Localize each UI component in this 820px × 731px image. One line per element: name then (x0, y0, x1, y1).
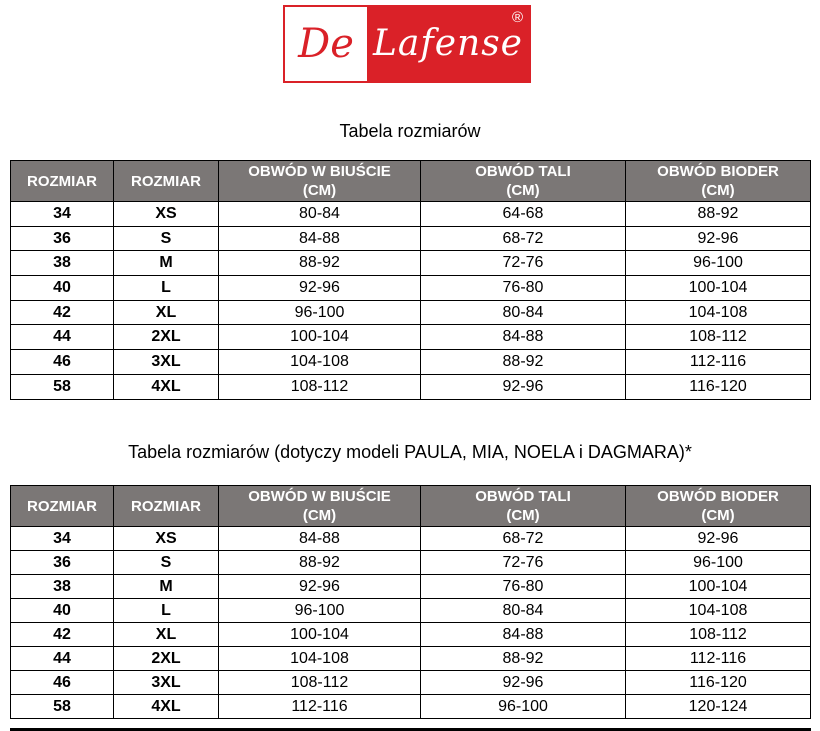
table-cell: 68-72 (421, 226, 626, 251)
size-table-1 (10, 160, 811, 400)
table-cell: 3XL (114, 350, 219, 375)
table-cell: 38 (11, 251, 114, 276)
table-cell: 44 (11, 647, 114, 671)
table-cell: 108-112 (626, 325, 811, 350)
table-cell: M (114, 575, 219, 599)
table-cell: 2XL (114, 325, 219, 350)
table-cell: 80-84 (421, 300, 626, 325)
table-row (11, 647, 811, 671)
table-cell: 4XL (114, 695, 219, 719)
table-row (11, 599, 811, 623)
logo-de-text: De (298, 21, 354, 67)
table-cell: 36 (11, 226, 114, 251)
table-cell: 84-88 (219, 226, 421, 251)
table-cell: 104-108 (219, 647, 421, 671)
table-cell: 58 (11, 374, 114, 399)
table-cell: 92-96 (219, 575, 421, 599)
table-cell: 92-96 (421, 671, 626, 695)
table-cell: 104-108 (626, 599, 811, 623)
table-cell: 88-92 (219, 251, 421, 276)
table-cell: XS (114, 202, 219, 227)
table-header-row (11, 161, 811, 202)
table-cell: 40 (11, 599, 114, 623)
column-header: OBWÓD W BIUŚCIE (CM) (219, 486, 421, 527)
table-cell: 108-112 (219, 374, 421, 399)
de-lafense-logo (283, 5, 531, 83)
table-cell: XL (114, 623, 219, 647)
table-cell: 96-100 (219, 300, 421, 325)
column-header: ROZMIAR (11, 161, 114, 202)
table-cell: L (114, 276, 219, 301)
table-row (11, 300, 811, 325)
table-cell: 92-96 (421, 374, 626, 399)
table-cell: M (114, 251, 219, 276)
table-cell: 112-116 (219, 695, 421, 719)
table-row (11, 695, 811, 719)
table-row (11, 350, 811, 375)
table-row (11, 575, 811, 599)
table-cell: 104-108 (626, 300, 811, 325)
table-cell: 100-104 (626, 575, 811, 599)
table-header-row (11, 486, 811, 527)
logo-red-panel (367, 7, 529, 81)
table-row (11, 671, 811, 695)
size-table-2 (10, 485, 811, 719)
table-cell: 3XL (114, 671, 219, 695)
table-row (11, 325, 811, 350)
logo-lafense-text: Lafense (373, 23, 523, 64)
table-cell: 2XL (114, 647, 219, 671)
table-cell: 42 (11, 623, 114, 647)
table-cell: 92-96 (626, 226, 811, 251)
table-cell: 44 (11, 325, 114, 350)
column-header: ROZMIAR (11, 486, 114, 527)
table-row (11, 527, 811, 551)
table-row (11, 226, 811, 251)
table-cell: 88-92 (421, 647, 626, 671)
table-title-2: Tabela rozmiarów (dotyczy modeli PAULA, MIA, NOELA i DAGMARA)* (128, 442, 692, 462)
table-cell: 96-100 (421, 695, 626, 719)
logo-white-panel (285, 7, 367, 81)
table-cell: 58 (11, 695, 114, 719)
table-cell: 76-80 (421, 575, 626, 599)
table-cell: 96-100 (626, 551, 811, 575)
column-header: OBWÓD TALI (CM) (421, 486, 626, 527)
table-cell: 112-116 (626, 647, 811, 671)
table-cell: 116-120 (626, 374, 811, 399)
table-cell: 84-88 (219, 527, 421, 551)
table-cell: 40 (11, 276, 114, 301)
column-header: ROZMIAR (114, 161, 219, 202)
table-cell: XS (114, 527, 219, 551)
table-cell: 88-92 (626, 202, 811, 227)
table-cell: 72-76 (421, 551, 626, 575)
column-header: OBWÓD BIODER (CM) (626, 486, 811, 527)
table-cell: 64-68 (421, 202, 626, 227)
table-row (11, 202, 811, 227)
table-cell: 116-120 (626, 671, 811, 695)
table-cell: 104-108 (219, 350, 421, 375)
table-row (11, 551, 811, 575)
table-cell: 100-104 (626, 276, 811, 301)
table-cell: S (114, 551, 219, 575)
table-cell: 36 (11, 551, 114, 575)
table-cell: 4XL (114, 374, 219, 399)
table-cell: 108-112 (219, 671, 421, 695)
table-cell: 80-84 (421, 599, 626, 623)
table-cell: 72-76 (421, 251, 626, 276)
table-row (11, 623, 811, 647)
table-cell: 68-72 (421, 527, 626, 551)
table-cell: 100-104 (219, 325, 421, 350)
table-cell: 84-88 (421, 325, 626, 350)
table-cell: 108-112 (626, 623, 811, 647)
table-cell: 96-100 (626, 251, 811, 276)
column-header: OBWÓD W BIUŚCIE (CM) (219, 161, 421, 202)
column-header: OBWÓD BIODER (CM) (626, 161, 811, 202)
table-cell: 96-100 (219, 599, 421, 623)
table-cell: 76-80 (421, 276, 626, 301)
table-cell: 84-88 (421, 623, 626, 647)
table-cell: 120-124 (626, 695, 811, 719)
table-cell: 92-96 (219, 276, 421, 301)
table-cell: S (114, 226, 219, 251)
table-cell: 46 (11, 671, 114, 695)
table-row (11, 374, 811, 399)
table-cell: 88-92 (421, 350, 626, 375)
table-cell: 34 (11, 527, 114, 551)
table-cell: 88-92 (219, 551, 421, 575)
registered-trademark-icon: ® (511, 9, 523, 26)
table-cell: 42 (11, 300, 114, 325)
table-cell: L (114, 599, 219, 623)
table-cell: 112-116 (626, 350, 811, 375)
column-header: OBWÓD TALI (CM) (421, 161, 626, 202)
table-cell: 80-84 (219, 202, 421, 227)
table-cell: 34 (11, 202, 114, 227)
table-row (11, 276, 811, 301)
table-cell: 46 (11, 350, 114, 375)
table-row (11, 251, 811, 276)
table-cell: XL (114, 300, 219, 325)
table-cell: 38 (11, 575, 114, 599)
table-cell: 92-96 (626, 527, 811, 551)
table-cell: 100-104 (219, 623, 421, 647)
column-header: ROZMIAR (114, 486, 219, 527)
table-title-1: Tabela rozmiarów (339, 121, 481, 141)
